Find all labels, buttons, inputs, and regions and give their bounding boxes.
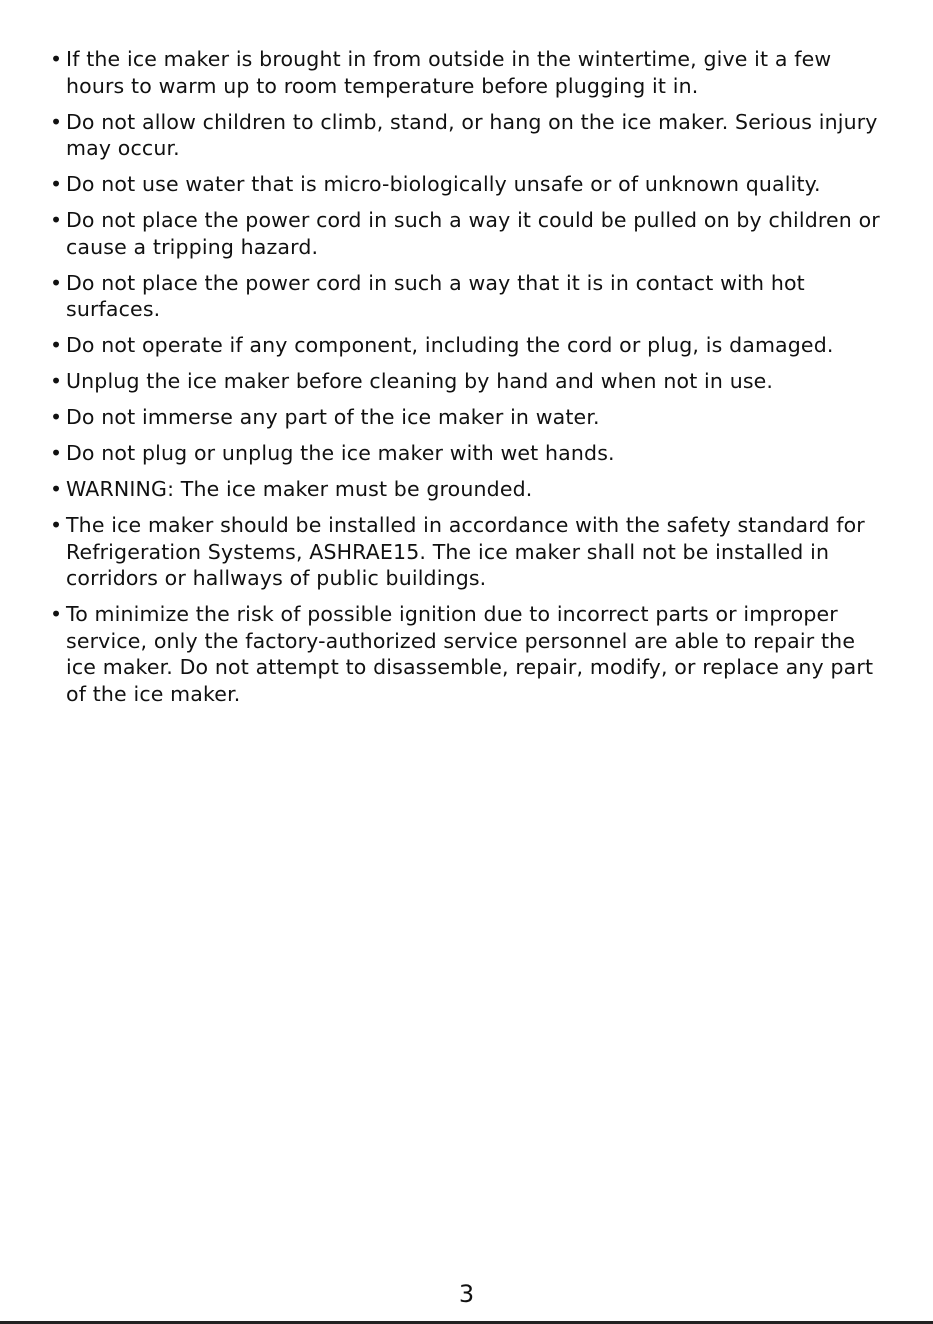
list-item-text: WARNING: The ice maker must be grounded. — [66, 477, 533, 501]
document-body — [50, 46, 885, 717]
list-item — [50, 601, 885, 707]
bullet-icon: • — [50, 270, 63, 295]
list-item — [50, 512, 885, 592]
bullet-icon: • — [50, 109, 63, 134]
list-item — [50, 46, 885, 99]
page-number: 3 — [458, 1280, 475, 1308]
list-item-text: Do not place the power cord in such a way that it is in contact with hot surfaces. — [66, 270, 805, 321]
list-item — [50, 476, 885, 503]
bullet-icon: • — [50, 172, 63, 196]
list-item-text: Do not allow children to climb, stand, or hang on the ice maker. Serious injury may occur. — [66, 109, 878, 160]
list-item-text: Do not operate if any component, including the cord or plug, is damaged. — [66, 333, 834, 357]
list-item — [50, 332, 885, 359]
list-item-text: If the ice maker is brought in from outside in the wintertime, give it a few hours to warm up to room temperature before plugging it in. — [66, 47, 832, 98]
list-item — [50, 207, 885, 260]
list-item — [50, 171, 885, 198]
list-item-text: Do not plug or unplug the ice maker with wet hands. — [66, 441, 615, 465]
list-item — [50, 440, 885, 467]
bullet-icon: • — [50, 369, 63, 393]
list-item-text: Do not immerse any part of the ice maker in water. — [66, 405, 600, 429]
list-item-text: The ice maker should be installed in accordance with the safety standard for Refrigeration Systems, ASHRAE15. The ice maker shall not be installed in corridors or hallways of public buildings. — [66, 513, 865, 590]
list-item-text: Do not use water that is micro-biologically unsafe or of unknown quality. — [66, 172, 821, 196]
bullet-icon: • — [50, 333, 63, 357]
list-item — [50, 368, 885, 395]
list-item-text: Do not place the power cord in such a way it could be pulled on by children or cause a tripping hazard. — [66, 208, 880, 259]
bullet-icon: • — [50, 208, 63, 232]
bullet-icon: • — [50, 513, 63, 537]
bullet-icon: • — [50, 47, 63, 71]
list-item-text: Unplug the ice maker before cleaning by hand and when not in use. — [66, 369, 774, 393]
list-item-text: To minimize the risk of possible ignition due to incorrect parts or improper service, only the factory-authorized service personnel are able to repair the ice maker. Do not attempt to disassemble, repair, modify, or replace any part of the ice maker. — [66, 602, 874, 706]
list-item — [50, 270, 885, 323]
safety-instructions-list — [50, 46, 885, 707]
bullet-icon: • — [50, 441, 63, 465]
bullet-icon: • — [50, 477, 63, 501]
bullet-icon: • — [50, 405, 63, 429]
bullet-icon: • — [50, 602, 63, 626]
list-item — [50, 109, 885, 162]
list-item — [50, 404, 885, 431]
